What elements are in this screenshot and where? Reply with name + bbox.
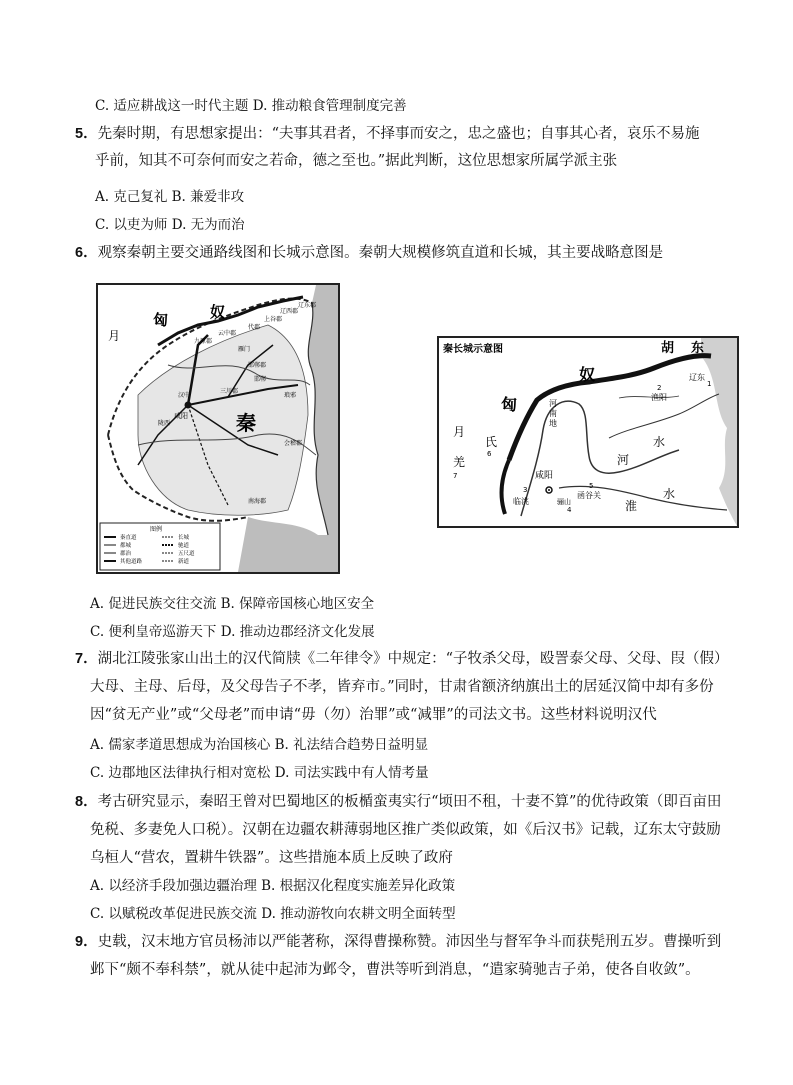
map2-label-yuyang: 渔阳 (651, 393, 667, 402)
q7-stem-line2: 大母、主母、后母，及父母告子不孝，皆弃市。”同时，甘肃省额济纳旗出土的居延汉简中却有多份 (90, 679, 714, 695)
qin-transport-map (96, 283, 340, 574)
map1-legend-label: 驰道 (178, 543, 190, 549)
map1-legend-label: 秦直道 (120, 535, 137, 541)
map1-label-nanhai: 南海郡 (248, 498, 267, 505)
map1-label-kuaiji: 会稽郡 (284, 440, 303, 447)
q7-options-ab: A. 儒家孝道思想成为治国核心 B. 礼法结合趋势日益明显 (90, 737, 429, 753)
qin-great-wall-map-svg (439, 338, 737, 526)
q7-stem-line1 (75, 649, 729, 669)
q5-number: 5． (75, 126, 98, 142)
q9-stem-line2: 邺下“颇不奉科禁”，就从徒中起沛为邺令，曹洪等听到消息，“遣家骑驰吉子弟，使各自收敛”。 (90, 962, 700, 978)
map2-label-n5: 5 (589, 482, 594, 490)
map1-legend-label: 五尺道 (178, 551, 195, 557)
map2-label-xianyang: 咸阳 (535, 471, 554, 481)
map2-label-lishan: 骊山 (557, 498, 571, 506)
q6-number: 6． (75, 245, 98, 261)
q5-stem-line2: 乎前，知其不可奈何而安之若命，德之至也。”据此判断，这位思想家所属学派主张 (95, 153, 618, 169)
map2-title: 秦长城示意图 (443, 344, 503, 355)
q8-options-cd: C. 以赋税改革促进民族交流 D. 推动游牧向农耕文明全面转型 (90, 906, 456, 922)
map2-label-hangu: 函谷关 (577, 491, 601, 500)
map2-label-henan-a: 河 (549, 399, 557, 408)
map1-label-daijun: 代郡 (248, 324, 261, 331)
qin-great-wall-map (437, 336, 739, 528)
q7-stem-text1: 湖北江陵张家山出土的汉代简牍《二年律令》中规定：“子牧杀父母，殴詈泰父母、父母、叚（假） (97, 651, 729, 667)
map1-label-xiongnu-a: 匈 (153, 311, 169, 329)
east-sea (308, 285, 338, 535)
map1-legend-title: 图例 (150, 526, 163, 533)
map1-legend-label: 长城 (178, 535, 190, 541)
map1-label-yanmen: 雁门 (238, 346, 251, 353)
map2-label-nu: 奴 (579, 365, 596, 384)
map2-label-shui: 水 (653, 435, 666, 449)
map2-label-qiang: 羌 (453, 455, 466, 469)
q6-stem-line1 (75, 243, 663, 263)
q8-stem-line1 (75, 792, 721, 812)
map1-label-shanggu: 上谷郡 (264, 316, 283, 323)
map1-label-liaodong: 辽东郡 (298, 302, 317, 309)
map1-label-yunzhong: 云中郡 (218, 330, 237, 337)
map1-label-hanzhong: 汉中 (178, 392, 191, 399)
south-sea (238, 517, 338, 572)
map1-label-xianyang: 咸阳 (174, 412, 188, 420)
q9-stem-text1: 史载，汉末地方官员杨沛以严能著称，深得曹操称赞。沛因坐与督军争斗而获髡刑五岁。曹操听到 (97, 934, 722, 950)
map2-label-he: 河 (617, 453, 630, 467)
q6-options-cd: C. 便利皇帝巡游天下 D. 推动边郡经济文化发展 (90, 624, 375, 640)
q8-stem-line2: 免税、多妻免人口税）。汉朝在边疆农耕薄弱地区推广类似政策，如《后汉书》记载，辽东太守鼓励 (90, 822, 721, 838)
q5-options-ab: A. 克己复礼 B. 兼爱非攻 (95, 189, 245, 205)
map1-label-handan: 邯郸郡 (248, 362, 267, 369)
q7-number: 7． (75, 651, 98, 667)
map2-label-lintao: 临洮 (513, 497, 529, 506)
qin-transport-map-svg (98, 285, 338, 572)
map1-legend-label: 新道 (178, 559, 190, 565)
map2-label-liaodong: 辽东 (689, 373, 705, 382)
map2-label-n2: 2 (657, 384, 662, 392)
q8-number: 8． (75, 794, 98, 810)
q9-number: 9． (75, 934, 98, 950)
map1-label-jiuyuan: 九原郡 (194, 338, 213, 345)
map2-label-n7: 7 (453, 472, 458, 480)
map1-legend-label: 都城 (120, 543, 132, 549)
map1-label-langya: 琅邪 (284, 392, 297, 399)
map1-legend-label: 其他道路 (120, 559, 143, 565)
q5-stem-line1 (75, 124, 700, 144)
q7-options-cd: C. 边郡地区法律执行相对宽松 D. 司法实践中有人情考量 (90, 765, 429, 781)
q9-stem-line1 (75, 932, 721, 952)
q5-options-cd: C. 以吏为师 D. 无为而治 (95, 217, 245, 233)
map2-label-shi: 氏 (485, 435, 498, 449)
map1-label-liaoxi: 辽西郡 (280, 308, 299, 315)
q8-stem-line3: 乌桓人“营农，置耕牛铁器”。这些措施本质上反映了政府 (90, 850, 453, 866)
q8-stem-text1: 考古研究显示，秦昭王曾对巴蜀地区的板楯蛮夷实行“顷田不租，十妻不算”的优待政策（即百亩田 (97, 794, 722, 810)
map2-label-shui2: 水 (663, 487, 676, 501)
map1-label-xiongnu-b: 奴 (210, 303, 226, 321)
map1-label-longxi: 陇西 (158, 420, 171, 427)
map2-label-n3: 3 (523, 486, 528, 494)
map1-label-handan2: 邯郸 (254, 376, 267, 383)
q7-stem-line3: 因“贫无产业”或“父母老”而申请“毋（勿）治罪”或“减罪”的司法文书。这些材料说明汉代 (90, 707, 657, 723)
q6-options-ab: A. 促进民族交往交流 B. 保障帝国核心地区安全 (90, 596, 375, 612)
q5-stem-text1: 先秦时期，有思想家提出：“夫事其君者，不择事而安之，忠之盛也；自事其心者，哀乐不易施 (97, 126, 700, 142)
map2-label-dong: 东 (691, 341, 705, 356)
map1-label-yue: 月 (108, 329, 121, 343)
map2-label-henan-c: 地 (549, 419, 557, 428)
map1-label-sanchuan: 三川郡 (220, 388, 239, 395)
q4-options-cd: C. 适应耕战这一时代主题 D. 推动粮食管理制度完善 (95, 98, 407, 114)
q6-stem-text1: 观察秦朝主要交通路线图和长城示意图。秦朝大规模修筑直道和长城，其主要战略意图是 (97, 245, 664, 261)
map1-legend-label: 郡治 (120, 551, 132, 557)
q8-options-ab: A. 以经济手段加强边疆治理 B. 根据汉化程度实施差异化政策 (90, 878, 456, 894)
map2-label-n4: 4 (567, 506, 572, 514)
great-wall-line (509, 356, 711, 460)
map2-label-n6: 6 (487, 450, 492, 458)
map2-label-yue: 月 (453, 425, 466, 439)
map2-label-huai: 淮 (625, 499, 638, 513)
map2-sea (701, 338, 737, 526)
map2-label-n1: 1 (707, 380, 712, 388)
map2-label-henan-b: 南 (549, 409, 557, 418)
map1-label-qin: 秦 (236, 411, 256, 435)
map2-label-xiong: 匈 (501, 395, 518, 414)
map2-label-hu: 胡 (661, 341, 675, 356)
